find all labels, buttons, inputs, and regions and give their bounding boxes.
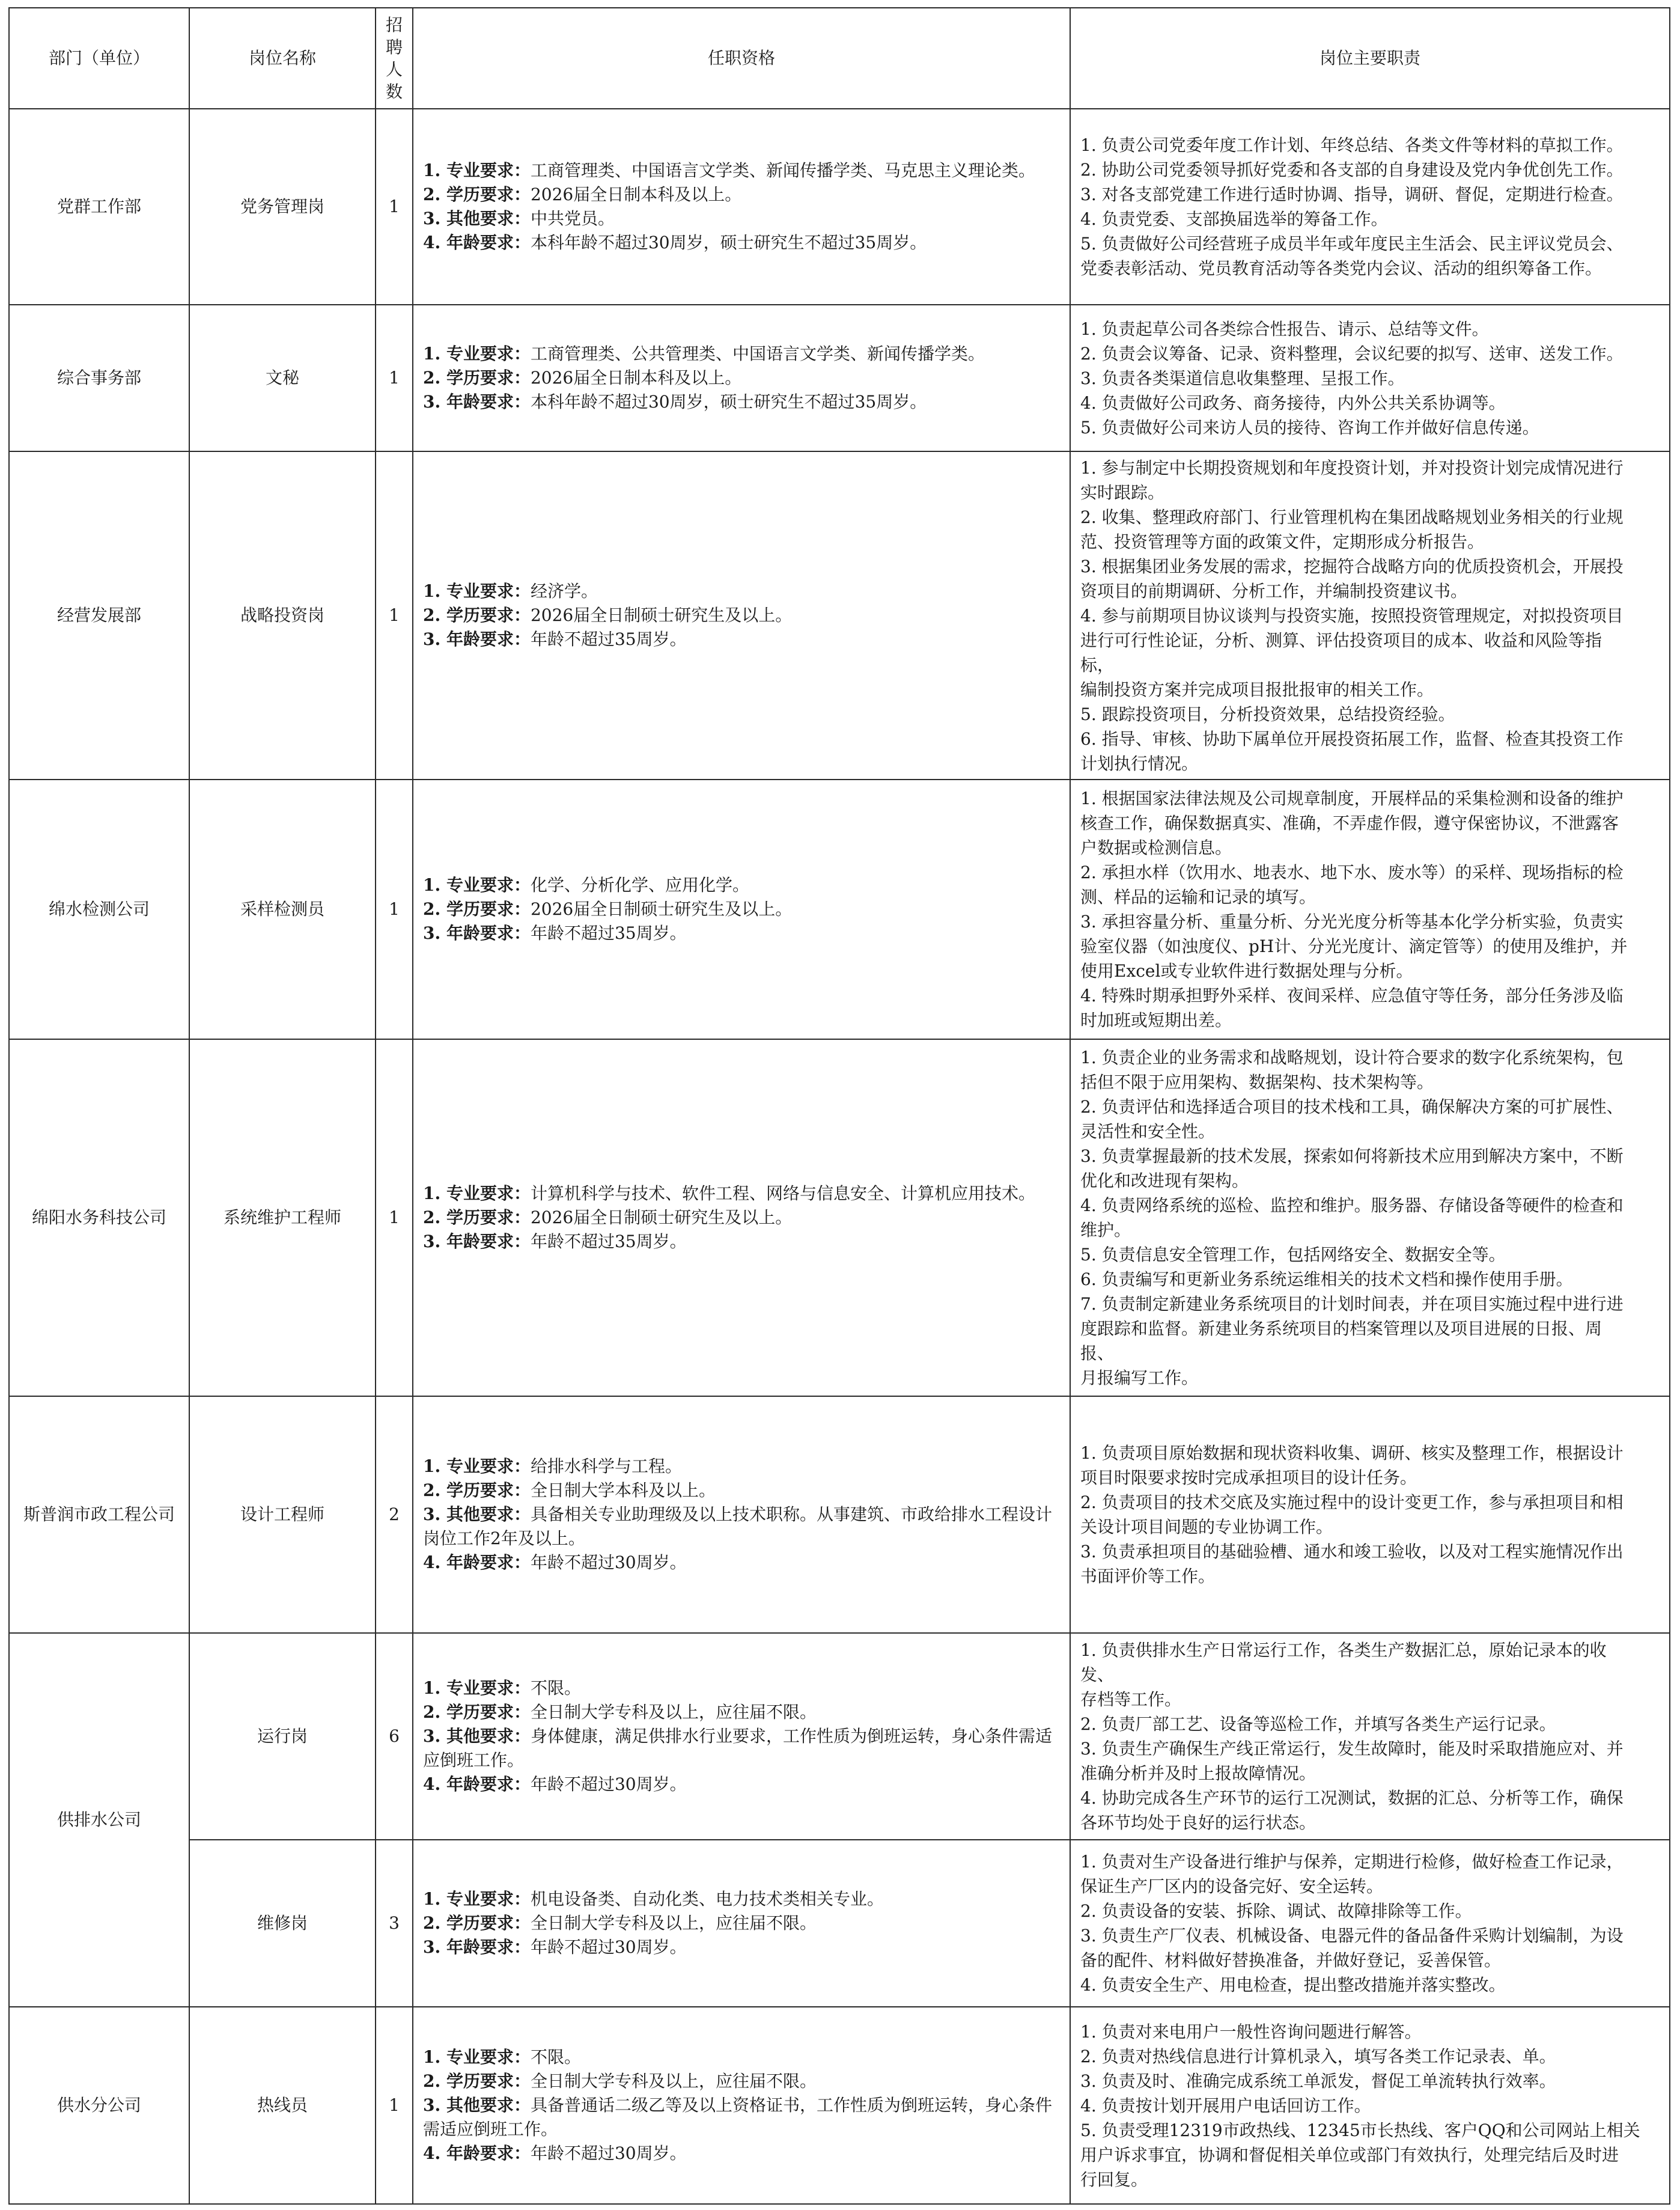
dept-cell: 供水分公司 <box>9 2007 189 2204</box>
position-cell: 文秘 <box>189 305 376 451</box>
duty-line: 5. 负责做好公司来访人员的接待、咨询工作并做好信息传递。 <box>1080 417 1539 438</box>
requirement-label: 1. 专业要求： <box>423 1889 531 1909</box>
duties-cell <box>1070 1039 1670 1396</box>
requirement-label: 3. 其他要求： <box>423 1504 531 1524</box>
table-row <box>9 109 1670 305</box>
requirement-item <box>423 159 1060 183</box>
requirement-text: 2026届全日制本科及以上。 <box>530 368 742 388</box>
requirement-item <box>423 1676 1060 1700</box>
duty-line: 2. 负责对热线信息进行计算机录入，填写各类工作记录表、单。 <box>1080 2046 1556 2066</box>
duty-line: 各环节均处于良好的运行状态。 <box>1080 1813 1316 1833</box>
duty-line: 1. 负责企业的业务需求和战略规划，设计符合要求的数字化系统架构，包 <box>1080 1048 1624 1067</box>
requirement-label: 2. 学历要求： <box>423 368 531 388</box>
duty-line: 4. 负责做好公司政务、商务接待，内外公共关系协调等。 <box>1080 392 1506 413</box>
count-cell: 1 <box>376 1039 413 1396</box>
duty-line: 4. 协助完成各生产环节的运行工况测试，数据的汇总、分析等工作，确保 <box>1080 1788 1624 1808</box>
requirement-text: 全日制大学专科及以上，应往届不限。 <box>530 2071 817 2091</box>
dept-cell: 党群工作部 <box>9 109 189 305</box>
duty-line: 3. 负责及时、准确完成系统工单派发，督促工单流转执行效率。 <box>1080 2071 1556 2091</box>
table-row <box>9 451 1670 780</box>
requirement-label: 1. 专业要求： <box>423 2047 531 2067</box>
duty-line: 标， <box>1080 655 1115 675</box>
count-cell: 3 <box>376 1840 413 2007</box>
duties-cell <box>1070 780 1670 1039</box>
duty-line: 1. 负责对来电用户一般性咨询问题进行解答。 <box>1080 2021 1422 2042</box>
requirement-label: 2. 学历要求： <box>423 605 531 625</box>
requirement-label: 2. 学历要求： <box>423 899 531 919</box>
duty-line: 1. 负责公司党委年度工作计划、年终总结、各类文件等材料的草拟工作。 <box>1080 135 1624 155</box>
duty-line: 2. 负责项目的技术交底及实施过程中的设计变更工作，参与承担项目和相 <box>1080 1492 1624 1512</box>
requirement-label: 1. 专业要求： <box>423 1183 531 1203</box>
table-row <box>9 780 1670 1039</box>
requirement-label: 3. 其他要求： <box>423 1726 531 1746</box>
requirement-text: 给排水科学与工程。 <box>530 1456 682 1476</box>
duty-line: 发、 <box>1080 1665 1115 1685</box>
count-cell: 1 <box>376 109 413 305</box>
requirement-label: 4. 年龄要求： <box>423 1552 531 1572</box>
requirement-label: 3. 年龄要求： <box>423 392 531 412</box>
requirement-item <box>423 1724 1060 1772</box>
requirement-text: 全日制大学专科及以上，应往届不限。 <box>530 1913 817 1933</box>
duties-cell <box>1070 1396 1670 1633</box>
duty-line: 保证生产厂区内的设备完好、安全运转。 <box>1080 1876 1384 1896</box>
count-cell: 1 <box>376 305 413 451</box>
requirement-label: 4. 年龄要求： <box>423 2143 531 2163</box>
duties-cell <box>1070 451 1670 780</box>
requirement-item <box>423 2045 1060 2069</box>
requirement-item <box>423 1230 1060 1254</box>
requirement-text: 年龄不超过30周岁。 <box>530 2143 687 2163</box>
dept-cell: 综合事务部 <box>9 305 189 451</box>
count-cell: 1 <box>376 2007 413 2204</box>
requirement-label: 1. 专业要求： <box>423 1678 531 1698</box>
requirement-text: 机电设备类、自动化类、电力技术类相关专业。 <box>530 1889 884 1909</box>
requirement-item <box>423 921 1060 945</box>
requirement-label: 1. 专业要求： <box>423 875 531 895</box>
duty-line: 进行可行性论证，分析、测算、评估投资项目的成本、收益和风险等指 <box>1080 630 1602 650</box>
duty-line: 关设计项目间题的专业协调工作。 <box>1080 1517 1333 1537</box>
duty-line: 1. 负责项目原始数据和现状资料收集、调研、核实及整理工作，根据设计 <box>1080 1443 1624 1463</box>
dept-cell: 绵阳水务科技公司 <box>9 1039 189 1396</box>
requirement-text: 年龄不超过35周岁。 <box>530 1232 687 1251</box>
dept-cell: 经营发展部 <box>9 451 189 780</box>
requirement-text: 年龄不超过35周岁。 <box>530 629 687 649</box>
requirement-text: 不限。 <box>530 1678 581 1698</box>
header-count: 招聘人数 <box>376 8 413 109</box>
requirement-item <box>423 873 1060 897</box>
duty-line: 3. 根据集团业务发展的需求，挖掘符合战略方向的优质投资机会，开展投 <box>1080 556 1624 576</box>
duty-line: 存档等工作。 <box>1080 1690 1182 1709</box>
duty-line: 7. 负责制定新建业务系统项目的计划时间表，并在项目实施过程中进行进 <box>1080 1294 1624 1314</box>
duty-line: 2. 负责会议筹备、记录、资料整理，会议纪要的拟写、送审、送发工作。 <box>1080 343 1624 364</box>
duty-line: 1. 负责供排水生产日常运行工作，各类生产数据汇总，原始记录本的收 <box>1080 1640 1607 1660</box>
requirement-item <box>423 2069 1060 2093</box>
duty-line: 资项目的前期调研、分析工作，并编制投资建议书。 <box>1080 581 1468 601</box>
duty-line: 核查工作，确保数据真实、准确，不弄虚作假，遵守保密协议，不泄露客 <box>1080 813 1619 833</box>
duty-line: 3. 负责掌握最新的技术发展，探索如何将新技术应用到解决方案中，不断 <box>1080 1146 1624 1166</box>
header-dept: 部门（单位） <box>9 8 189 109</box>
requirement-text: 具备相关专业助理级及以上技术职称。从事建筑、市政给排水工程设计岗位工作2年及以上。 <box>423 1504 1052 1548</box>
requirement-item <box>423 1911 1060 1935</box>
table-row <box>9 1039 1670 1396</box>
dept-cell: 绵水检测公司 <box>9 780 189 1039</box>
requirement-item <box>423 1455 1060 1479</box>
requirement-text: 本科年龄不超过30周岁，硕士研究生不超过35周岁。 <box>530 392 927 412</box>
duty-line: 行回复。 <box>1080 2169 1148 2190</box>
table-row <box>9 2007 1670 2204</box>
header-position: 岗位名称 <box>189 8 376 109</box>
requirement-text: 2026届全日制本科及以上。 <box>530 185 742 204</box>
requirement-label: 2. 学历要求： <box>423 1207 531 1227</box>
requirement-label: 4. 年龄要求： <box>423 1774 531 1794</box>
duty-line: 4. 负责安全生产、用电检查，提出整改措施并落实整改。 <box>1080 1975 1506 1995</box>
duty-line: 1. 根据国家法律法规及公司规章制度，开展样品的采集检测和设备的维护 <box>1080 789 1624 808</box>
header-qualifications: 任职资格 <box>413 8 1070 109</box>
requirement-item <box>423 1887 1060 1911</box>
requirement-item <box>423 1551 1060 1575</box>
requirement-item <box>423 390 1060 414</box>
duty-line: 4. 参与前期项目协议谈判与投资实施，按照投资管理规定，对拟投资项目 <box>1080 605 1624 626</box>
requirement-item <box>423 1479 1060 1503</box>
duty-line: 3. 负责各类渠道信息收集整理、呈报工作。 <box>1080 368 1405 388</box>
requirement-label: 2. 学历要求： <box>423 1702 531 1722</box>
requirement-label: 3. 年龄要求： <box>423 1232 531 1251</box>
duties-cell <box>1070 1840 1670 2007</box>
qualifications-cell <box>413 1840 1070 2007</box>
requirement-item <box>423 579 1060 603</box>
duty-line: 2. 负责设备的安装、拆除、调试、故障排除等工作。 <box>1080 1901 1472 1921</box>
position-cell: 维修岗 <box>189 1840 376 2007</box>
duty-line: 2. 承担水样（饮用水、地表水、地下水、废水等）的采样、现场指标的检 <box>1080 862 1624 882</box>
duty-line: 括但不限于应用架构、数据架构、技术架构等。 <box>1080 1072 1434 1092</box>
duties-cell <box>1070 1633 1670 1840</box>
requirement-label: 1. 专业要求： <box>423 160 531 180</box>
duties-cell <box>1070 109 1670 305</box>
duty-line: 编制投资方案并完成项目报批报审的相关工作。 <box>1080 679 1434 700</box>
duty-line: 5. 负责受理12319市政热线、12345市长热线、客户QQ和公司网站上相关 <box>1080 2120 1640 2140</box>
requirement-item <box>423 1503 1060 1551</box>
requirement-text: 中共党员。 <box>530 209 615 228</box>
requirement-item <box>423 2093 1060 2141</box>
header-row <box>9 8 1670 109</box>
duties-cell <box>1070 305 1670 451</box>
duty-line: 3. 负责承担项目的基础验槽、通水和竣工验收，以及对工程实施情况作出 <box>1080 1542 1624 1561</box>
requirement-label: 3. 其他要求： <box>423 209 531 228</box>
requirement-text: 经济学。 <box>530 581 598 601</box>
requirement-label: 3. 年龄要求： <box>423 629 531 649</box>
duty-line: 准确分析并及时上报故障情况。 <box>1080 1763 1316 1783</box>
requirement-label: 4. 年龄要求： <box>423 233 531 252</box>
requirement-item <box>423 627 1060 652</box>
requirement-item <box>423 1772 1060 1796</box>
count-cell: 1 <box>376 451 413 780</box>
duty-line: 备的配件、材料做好替换准备，并做好登记，妥善保管。 <box>1080 1950 1502 1970</box>
header-duties: 岗位主要职责 <box>1070 8 1670 109</box>
duty-line: 时加班或短期出差。 <box>1080 1010 1232 1030</box>
duties-cell <box>1070 2007 1670 2204</box>
requirement-item <box>423 183 1060 207</box>
qualifications-cell <box>413 780 1070 1039</box>
requirement-text: 2026届全日制硕士研究生及以上。 <box>530 899 793 919</box>
requirement-item <box>423 897 1060 921</box>
requirement-text: 工商管理类、公共管理类、中国语言文学类、新闻传播学类。 <box>530 344 985 364</box>
dept-cell: 斯普润市政工程公司 <box>9 1396 189 1633</box>
duty-line: 2. 收集、整理政府部门、行业管理机构在集团战略规划业务相关的行业规 <box>1080 507 1624 527</box>
requirement-label: 2. 学历要求： <box>423 1480 531 1500</box>
duty-line: 月报编写工作。 <box>1080 1368 1199 1388</box>
duty-line: 灵活性和安全性。 <box>1080 1122 1216 1141</box>
duty-line: 项目时限要求按时完成承担项目的设计任务。 <box>1080 1468 1417 1488</box>
qualifications-cell <box>413 1039 1070 1396</box>
requirement-item <box>423 366 1060 390</box>
requirement-item <box>423 1206 1060 1230</box>
duty-line: 党委表彰活动、党员教育活动等各类党内会议、活动的组织筹备工作。 <box>1080 258 1602 278</box>
duty-line: 5. 负责做好公司经营班子成员半年或年度民主生活会、民主评议党员会、 <box>1080 234 1624 254</box>
position-cell: 设计工程师 <box>189 1396 376 1633</box>
requirement-text: 年龄不超过30周岁。 <box>530 1774 687 1794</box>
requirement-text: 工商管理类、中国语言文学类、新闻传播学类、马克思主义理论类。 <box>530 160 1035 180</box>
requirement-item <box>423 1182 1060 1206</box>
requirement-text: 不限。 <box>530 2047 581 2067</box>
qualifications-cell <box>413 1396 1070 1633</box>
duty-line: 2. 协助公司党委领导抓好党委和各支部的自身建设及党内争优创先工作。 <box>1080 160 1624 180</box>
requirement-text: 全日制大学专科及以上，应往届不限。 <box>530 1702 817 1722</box>
position-cell: 系统维护工程师 <box>189 1039 376 1396</box>
requirement-label: 2. 学历要求： <box>423 1913 531 1933</box>
qualifications-cell <box>413 305 1070 451</box>
requirement-text: 身体健康，满足供排水行业要求，工作性质为倒班运转，身心条件需适应倒班工作。 <box>423 1726 1052 1770</box>
duty-line: 5. 负责信息安全管理工作，包括网络安全、数据安全等。 <box>1080 1245 1506 1265</box>
duty-line: 2. 负责评估和选择适合项目的技术栈和工具，确保解决方案的可扩展性、 <box>1080 1097 1624 1117</box>
requirement-text: 化学、分析化学、应用化学。 <box>530 875 749 895</box>
count-cell: 2 <box>376 1396 413 1633</box>
duty-line: 度跟踪和监督。新建业务系统项目的档案管理以及项目进展的日报、周 <box>1080 1319 1602 1339</box>
count-cell: 6 <box>376 1633 413 1840</box>
requirement-text: 具备普通话二级乙等及以上资格证书，工作性质为倒班运转，身心条件需适应倒班工作。 <box>423 2095 1052 2139</box>
recruitment-table <box>8 7 1670 2205</box>
table-row <box>9 1396 1670 1633</box>
duty-line: 2. 负责厂部工艺、设备等巡检工作，并填写各类生产运行记录。 <box>1080 1714 1556 1734</box>
qualifications-cell <box>413 2007 1070 2204</box>
table-row <box>9 1840 1670 2007</box>
qualifications-cell <box>413 109 1070 305</box>
count-cell: 1 <box>376 780 413 1039</box>
position-cell: 热线员 <box>189 2007 376 2204</box>
duty-line: 4. 负责党委、支部换届选举的筹备工作。 <box>1080 209 1388 229</box>
requirement-text: 本科年龄不超过30周岁，硕士研究生不超过35周岁。 <box>530 233 927 252</box>
requirement-label: 2. 学历要求： <box>423 185 531 204</box>
duty-line: 1. 负责起草公司各类综合性报告、请示、总结等文件。 <box>1080 319 1489 339</box>
duty-line: 范、投资管理等方面的政策文件，定期形成分析报告。 <box>1080 531 1485 552</box>
position-cell: 党务管理岗 <box>189 109 376 305</box>
duty-line: 6. 负责编写和更新业务系统运维相关的技术文档和操作使用手册。 <box>1080 1269 1573 1289</box>
duty-line: 优化和改进现有架构。 <box>1080 1171 1249 1191</box>
requirement-item <box>423 342 1060 366</box>
duty-line: 6. 指导、审核、协助下属单位开展投资拓展工作，监督、检查其投资工作 <box>1080 728 1624 749</box>
requirement-text: 全日制大学本科及以上。 <box>530 1480 716 1500</box>
qualifications-cell <box>413 1633 1070 1840</box>
requirement-item <box>423 2141 1060 2166</box>
requirement-label: 2. 学历要求： <box>423 2071 531 2091</box>
requirement-item <box>423 231 1060 255</box>
duty-line: 3. 负责生产确保生产线正常运行，发生故障时，能及时采取措施应对、并 <box>1080 1739 1624 1759</box>
requirement-label: 3. 年龄要求： <box>423 1937 531 1957</box>
requirement-label: 1. 专业要求： <box>423 344 531 364</box>
qualifications-cell <box>413 451 1070 780</box>
position-cell: 运行岗 <box>189 1633 376 1840</box>
duty-line: 4. 负责按计划开展用户电话回访工作。 <box>1080 2095 1371 2116</box>
requirement-label: 3. 年龄要求： <box>423 923 531 943</box>
duty-line: 计划执行情况。 <box>1080 753 1199 774</box>
requirement-label: 3. 其他要求： <box>423 2095 531 2115</box>
table-row <box>9 305 1670 451</box>
requirement-item <box>423 1700 1060 1724</box>
requirement-item <box>423 603 1060 627</box>
duty-line: 4. 特殊时期承担野外采样、夜间采样、应急值守等任务，部分任务涉及临 <box>1080 986 1624 1006</box>
duty-line: 维护。 <box>1080 1220 1131 1240</box>
duty-line: 5. 跟踪投资项目，分析投资效果，总结投资经验。 <box>1080 704 1455 724</box>
duty-line: 3. 承担容量分析、重量分析、分光光度分析等基本化学分析实验，负责实 <box>1080 912 1624 932</box>
duty-line: 报、 <box>1080 1343 1115 1363</box>
duty-line: 1. 参与制定中长期投资规划和年度投资计划，并对投资计划完成情况进行 <box>1080 457 1624 478</box>
duty-line: 1. 负责对生产设备进行维护与保养，定期进行检修，做好检查工作记录， <box>1080 1852 1624 1872</box>
requirement-text: 2026届全日制硕士研究生及以上。 <box>530 1207 793 1227</box>
duty-line: 3. 对各支部党建工作进行适时协调、指导，调研、督促，定期进行检查。 <box>1080 185 1624 204</box>
duty-line: 验室仪器（如浊度仪、pH计、分光光度计、滴定管等）的使用及维护，并 <box>1080 936 1628 956</box>
requirement-text: 计算机科学与技术、软件工程、网络与信息安全、计算机应用技术。 <box>530 1183 1035 1203</box>
requirement-item <box>423 1935 1060 1959</box>
position-cell: 战略投资岗 <box>189 451 376 780</box>
duty-line: 户数据或检测信息。 <box>1080 838 1232 858</box>
position-cell: 采样检测员 <box>189 780 376 1039</box>
dept-cell: 供排水公司 <box>9 1633 189 2007</box>
duty-line: 测、样品的运输和记录的填写。 <box>1080 887 1316 907</box>
requirement-item <box>423 207 1060 231</box>
table-row <box>9 1633 1670 1840</box>
requirement-label: 1. 专业要求： <box>423 581 531 601</box>
duty-line: 使用Excel或专业软件进行数据处理与分析。 <box>1080 961 1413 981</box>
requirement-label: 1. 专业要求： <box>423 1456 531 1476</box>
requirement-text: 年龄不超过30周岁。 <box>530 1937 687 1957</box>
duty-line: 3. 负责生产厂仪表、机械设备、电器元件的备品备件采购计划编制，为设 <box>1080 1926 1624 1946</box>
requirement-text: 年龄不超过30周岁。 <box>530 1552 687 1572</box>
duty-line: 书面评价等工作。 <box>1080 1566 1216 1586</box>
duty-line: 4. 负责网络系统的巡检、监控和维护。服务器、存储设备等硬件的检查和 <box>1080 1195 1624 1215</box>
duty-line: 用户诉求事宜，协调和督促相关单位或部门有效执行，处理完结后及时进 <box>1080 2144 1619 2165</box>
requirement-text: 2026届全日制硕士研究生及以上。 <box>530 605 793 625</box>
duty-line: 实时跟踪。 <box>1080 482 1165 502</box>
requirement-text: 年龄不超过35周岁。 <box>530 923 687 943</box>
